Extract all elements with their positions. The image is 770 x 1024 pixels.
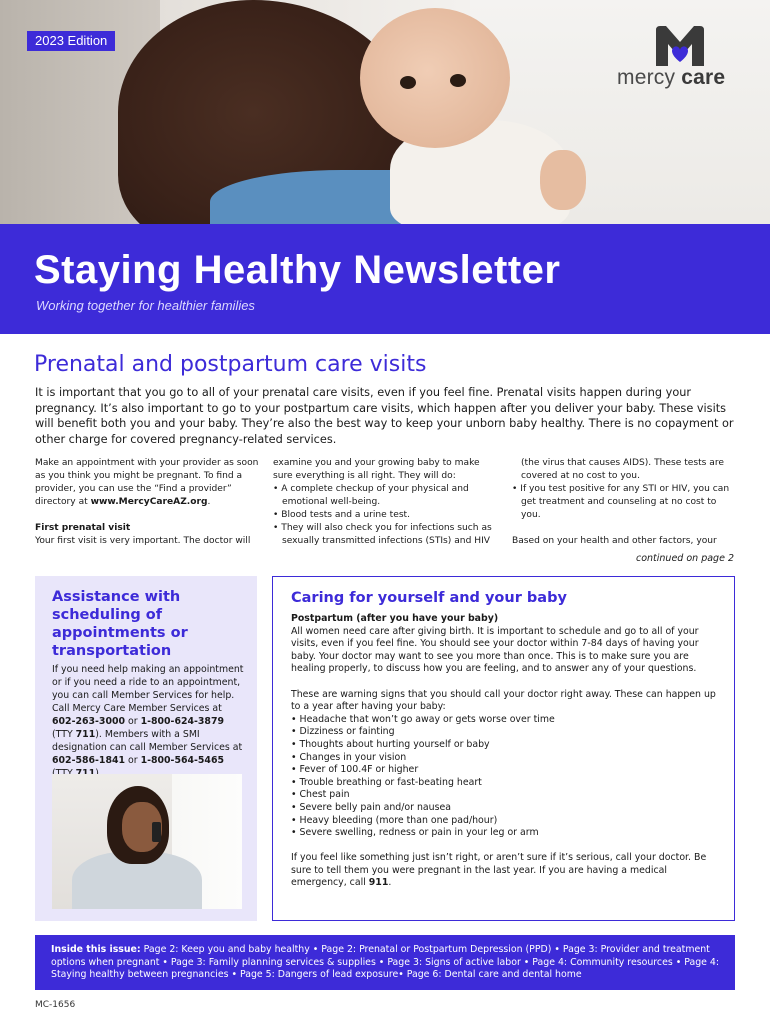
column-3-paragraph-2: Based on your health and other factors, your [512, 536, 717, 546]
phone-number[interactable]: 602-586-1841 [52, 755, 126, 766]
mercy-care-logo [614, 26, 744, 96]
caring-paragraph: All women need care after giving birth. It is important to schedule and go to all of your visits, even if you feel fine. You should see your doctor within 7-84 days of having your baby. Your doctor may want to see you more than once. This is to make sure you are healing properly, to discuss how you are feeling, and to answer any of your questions. [291, 625, 699, 675]
woman-on-phone-photo [52, 774, 242, 909]
section-title: Prenatal and postpartum care visits [34, 352, 427, 377]
logo-wordmark: mercy care [617, 66, 726, 89]
column-3-paragraph: (the virus that causes AIDS). These tests are covered at no cost to you. [521, 458, 724, 481]
list-item: • Changes in your vision [291, 752, 721, 765]
list-item: • They will also check you for infections such as sexually transmitted infections (STIs) and HIV [273, 522, 498, 548]
baby-eye [450, 74, 466, 87]
list-item: • If you test positive for any STI or HIV, you can get treatment and counseling at no cost to you. [512, 483, 737, 522]
list-item: • Thoughts about hurting yourself or baby [291, 739, 721, 752]
checkup-list [273, 483, 498, 548]
assistance-sidebar [35, 576, 257, 921]
baby-head [360, 8, 510, 148]
newsletter-subtitle: Working together for healthier families [36, 298, 255, 313]
caring-body [291, 613, 721, 890]
sidebar-title: Assistance with scheduling of appointments or transportation [52, 589, 188, 659]
heart-m-logo-icon [654, 26, 706, 66]
warning-intro: These are warning signs that you should call your doctor right away. These can happen up to a year after having your baby: [291, 688, 716, 713]
list-item: • Severe belly pain and/or nausea [291, 802, 721, 815]
section-intro: It is important that you go to all of your prenatal care visits, even if you feel fine. Prenatal visits happen during your pregnancy. It’s also important to go to your postpartum care visits, which happen after you deliver your baby. These visits will benefit both you and your baby. They’re also the best way to keep your unborn baby healthy. There is no copayment or other charge for covered pregnancy-related services. [35, 386, 734, 446]
list-item: • Dizziness or fainting [291, 726, 721, 739]
continued-note: continued on page 2 [635, 553, 734, 564]
caring-title: Caring for yourself and your baby [291, 590, 567, 606]
sidebar-body: If you need help making an appointment or if you need a ride to an appointment, you can call Member Services for help. Call Mercy Care Member Services at 602-263-3000 or 1-800-624-3879 (TTY 711). Members with a SMI designation can call Member Services at 602-586-1841 or 1-800-564-5465 [52, 664, 244, 766]
postpartum-heading: Postpartum (after you have your baby) [291, 613, 499, 624]
edition-badge: 2023 Edition [27, 31, 115, 51]
caring-box [272, 576, 735, 921]
document-code: MC-1656 [35, 1000, 76, 1010]
phone-number[interactable]: 1-800-564-5465 [140, 755, 225, 766]
inside-this-issue-text: Inside this issue: Page 2: Keep you and baby healthy • Page 2: Prenatal or Postpartum Depression (PPD) • Page 3: Provider and treatment options when pregnant • Page 3: Family planning services & supplies • Page 3: Signs of active labor • Page 4: Community resources • Page 4: Staying healthy between pregnancies • Page 5: Dangers of lead exposure• Page 6: Dental care and dental home [51, 944, 720, 981]
warning-signs-list [291, 714, 721, 840]
column-2 [273, 457, 498, 548]
column-1 [35, 457, 260, 548]
list-item: • Severe swelling, redness or pain in your leg or arm [291, 827, 721, 840]
phone-number[interactable]: 602-263-3000 [52, 716, 126, 727]
column-3 [512, 457, 737, 548]
column-1-paragraph-2: Your first visit is very important. The doctor will [35, 536, 251, 546]
list-item: • Chest pain [291, 789, 721, 802]
first-visit-heading: First prenatal visit [35, 523, 131, 533]
website-link[interactable]: www.MercyCareAZ.org [90, 497, 208, 507]
emergency-number[interactable]: 911 [368, 877, 389, 889]
baby-hand [540, 150, 586, 210]
column-2-paragraph: examine you and your growing baby to make sure everything is all right. They will do: [273, 458, 480, 481]
column-1-paragraph: Make an appointment with your provider as soon as you think you might be pregnant. To find a provider, you can use the “Find a provider” directory at www.MercyCareAZ.org. [35, 458, 259, 507]
list-item: • Blood tests and a urine test. [273, 509, 498, 522]
list-item: • Headache that won’t go away or gets worse over time [291, 714, 721, 727]
list-item: • Heavy bleeding (more than one pad/hour) [291, 815, 721, 828]
inside-this-issue-band [35, 935, 735, 990]
phone-icon [152, 822, 161, 842]
title-band [0, 224, 770, 334]
list-item: • A complete checkup of your physical and emotional well-being. [273, 483, 498, 509]
emergency-paragraph: If you feel like something just isn’t right, or aren’t sure if it’s serious, call your doctor. Be sure to tell them you were pregnant in the last year. If you are having a medical emergency, call 911. [291, 852, 707, 889]
test-list [512, 483, 737, 522]
list-item: • Trouble breathing or fast-beating heart [291, 777, 721, 790]
newsletter-title: Staying Healthy Newsletter [34, 248, 561, 292]
list-item: • Fever of 100.4F or higher [291, 764, 721, 777]
baby-eye [400, 76, 416, 89]
phone-number[interactable]: 1-800-624-3879 [140, 716, 225, 727]
